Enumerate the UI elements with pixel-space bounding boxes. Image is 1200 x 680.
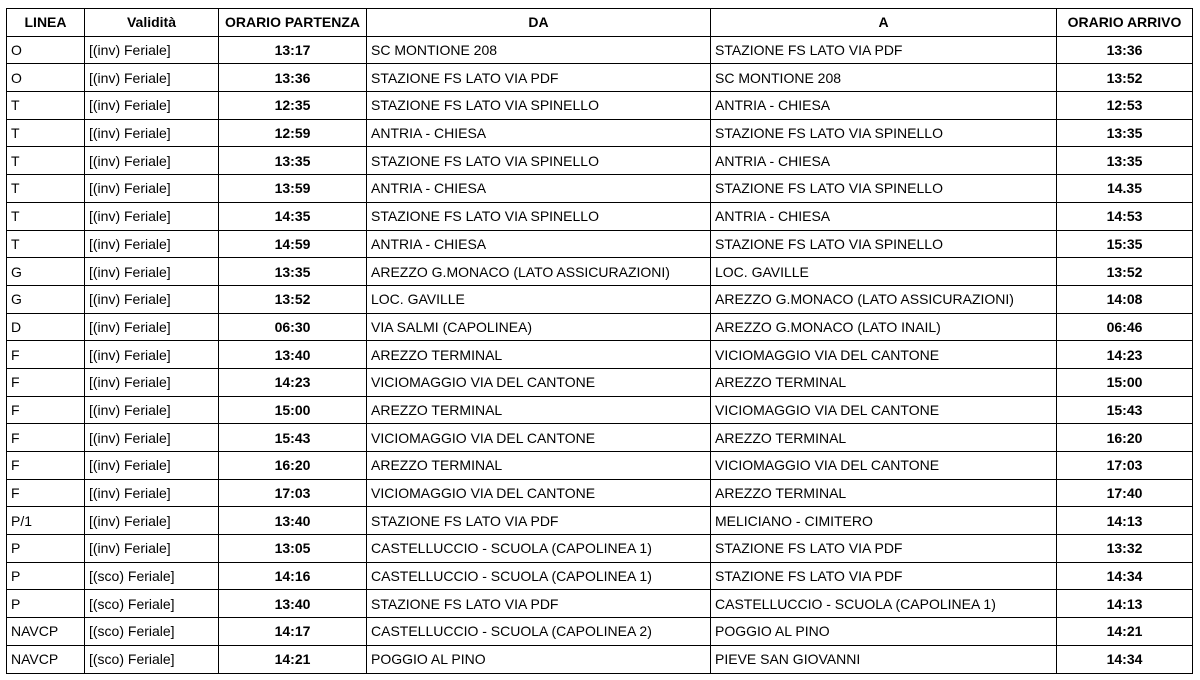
a-cell: ANTRIA - CHIESA (711, 202, 1057, 230)
orario-partenza-cell: 13:52 (219, 285, 367, 313)
table-row (7, 175, 1193, 203)
orario-arrivo-cell: 14:23 (1057, 341, 1193, 369)
a-cell: STAZIONE FS LATO VIA SPINELLO (711, 230, 1057, 258)
a-cell: STAZIONE FS LATO VIA SPINELLO (711, 119, 1057, 147)
validita-cell: [(sco) Feriale] (85, 590, 219, 618)
validita-cell: [(sco) Feriale] (85, 645, 219, 673)
a-cell: MELICIANO - CIMITERO (711, 507, 1057, 535)
da-cell: STAZIONE FS LATO VIA PDF (367, 590, 711, 618)
a-cell: STAZIONE FS LATO VIA PDF (711, 535, 1057, 563)
orario-arrivo-cell: 14.35 (1057, 175, 1193, 203)
a-cell: AREZZO G.MONACO (LATO ASSICURAZIONI) (711, 285, 1057, 313)
orario-arrivo-cell: 13:52 (1057, 64, 1193, 92)
validita-cell: [(inv) Feriale] (85, 202, 219, 230)
table-row (7, 64, 1193, 92)
schedule-container (6, 8, 1193, 674)
linea-cell: F (7, 396, 85, 424)
validita-cell: [(inv) Feriale] (85, 285, 219, 313)
table-header (7, 9, 1193, 37)
header-row (7, 9, 1193, 37)
header-da: DA (367, 9, 711, 37)
a-cell: VICIOMAGGIO VIA DEL CANTONE (711, 396, 1057, 424)
a-cell: AREZZO TERMINAL (711, 424, 1057, 452)
table-row (7, 645, 1193, 673)
validita-cell: [(sco) Feriale] (85, 618, 219, 646)
table-row (7, 590, 1193, 618)
schedule-table (6, 8, 1193, 674)
validita-cell: [(inv) Feriale] (85, 36, 219, 64)
linea-cell: F (7, 341, 85, 369)
orario-partenza-cell: 14:17 (219, 618, 367, 646)
table-row (7, 562, 1193, 590)
da-cell: CASTELLUCCIO - SCUOLA (CAPOLINEA 1) (367, 562, 711, 590)
validita-cell: [(inv) Feriale] (85, 479, 219, 507)
table-row (7, 119, 1193, 147)
a-cell: AREZZO TERMINAL (711, 479, 1057, 507)
validita-cell: [(inv) Feriale] (85, 92, 219, 120)
orario-partenza-cell: 17:03 (219, 479, 367, 507)
a-cell: STAZIONE FS LATO VIA PDF (711, 562, 1057, 590)
table-row (7, 452, 1193, 480)
a-cell: CASTELLUCCIO - SCUOLA (CAPOLINEA 1) (711, 590, 1057, 618)
orario-arrivo-cell: 14:13 (1057, 590, 1193, 618)
linea-cell: D (7, 313, 85, 341)
orario-partenza-cell: 15:43 (219, 424, 367, 452)
orario-arrivo-cell: 13:52 (1057, 258, 1193, 286)
orario-arrivo-cell: 14:34 (1057, 645, 1193, 673)
da-cell: ANTRIA - CHIESA (367, 119, 711, 147)
table-row (7, 258, 1193, 286)
orario-partenza-cell: 14:23 (219, 368, 367, 396)
a-cell: STAZIONE FS LATO VIA PDF (711, 36, 1057, 64)
validita-cell: [(inv) Feriale] (85, 424, 219, 452)
linea-cell: F (7, 479, 85, 507)
table-row (7, 285, 1193, 313)
validita-cell: [(inv) Feriale] (85, 64, 219, 92)
orario-arrivo-cell: 15:35 (1057, 230, 1193, 258)
orario-arrivo-cell: 14:13 (1057, 507, 1193, 535)
da-cell: STAZIONE FS LATO VIA SPINELLO (367, 147, 711, 175)
linea-cell: P (7, 562, 85, 590)
table-row (7, 618, 1193, 646)
a-cell: AREZZO G.MONACO (LATO INAIL) (711, 313, 1057, 341)
linea-cell: G (7, 258, 85, 286)
table-body (7, 36, 1193, 673)
validita-cell: [(inv) Feriale] (85, 119, 219, 147)
a-cell: AREZZO TERMINAL (711, 368, 1057, 396)
validita-cell: [(inv) Feriale] (85, 230, 219, 258)
validita-cell: [(inv) Feriale] (85, 535, 219, 563)
orario-arrivo-cell: 14:53 (1057, 202, 1193, 230)
orario-partenza-cell: 13:35 (219, 147, 367, 175)
da-cell: STAZIONE FS LATO VIA PDF (367, 507, 711, 535)
orario-arrivo-cell: 13:36 (1057, 36, 1193, 64)
da-cell: POGGIO AL PINO (367, 645, 711, 673)
table-row (7, 202, 1193, 230)
table-row (7, 147, 1193, 175)
table-row (7, 396, 1193, 424)
da-cell: VIA SALMI (CAPOLINEA) (367, 313, 711, 341)
linea-cell: O (7, 36, 85, 64)
validita-cell: [(inv) Feriale] (85, 258, 219, 286)
table-row (7, 92, 1193, 120)
orario-arrivo-cell: 13:35 (1057, 119, 1193, 147)
linea-cell: P (7, 590, 85, 618)
da-cell: AREZZO TERMINAL (367, 341, 711, 369)
linea-cell: F (7, 452, 85, 480)
da-cell: STAZIONE FS LATO VIA SPINELLO (367, 202, 711, 230)
da-cell: LOC. GAVILLE (367, 285, 711, 313)
da-cell: ANTRIA - CHIESA (367, 230, 711, 258)
da-cell: STAZIONE FS LATO VIA PDF (367, 64, 711, 92)
linea-cell: F (7, 424, 85, 452)
orario-partenza-cell: 14:21 (219, 645, 367, 673)
orario-partenza-cell: 16:20 (219, 452, 367, 480)
table-row (7, 479, 1193, 507)
da-cell: VICIOMAGGIO VIA DEL CANTONE (367, 368, 711, 396)
header-orario-arrivo: ORARIO ARRIVO (1057, 9, 1193, 37)
orario-partenza-cell: 13:35 (219, 258, 367, 286)
header-a: A (711, 9, 1057, 37)
orario-partenza-cell: 13:40 (219, 341, 367, 369)
orario-partenza-cell: 12:59 (219, 119, 367, 147)
validita-cell: [(inv) Feriale] (85, 368, 219, 396)
table-row (7, 341, 1193, 369)
da-cell: AREZZO TERMINAL (367, 396, 711, 424)
linea-cell: NAVCP (7, 618, 85, 646)
table-row (7, 424, 1193, 452)
da-cell: VICIOMAGGIO VIA DEL CANTONE (367, 479, 711, 507)
linea-cell: P (7, 535, 85, 563)
orario-arrivo-cell: 12:53 (1057, 92, 1193, 120)
a-cell: VICIOMAGGIO VIA DEL CANTONE (711, 452, 1057, 480)
orario-arrivo-cell: 15:00 (1057, 368, 1193, 396)
orario-arrivo-cell: 17:40 (1057, 479, 1193, 507)
linea-cell: F (7, 368, 85, 396)
orario-partenza-cell: 13:36 (219, 64, 367, 92)
orario-partenza-cell: 13:59 (219, 175, 367, 203)
orario-arrivo-cell: 15:43 (1057, 396, 1193, 424)
linea-cell: T (7, 175, 85, 203)
validita-cell: [(inv) Feriale] (85, 507, 219, 535)
da-cell: AREZZO G.MONACO (LATO ASSICURAZIONI) (367, 258, 711, 286)
orario-arrivo-cell: 14:08 (1057, 285, 1193, 313)
table-row (7, 535, 1193, 563)
da-cell: VICIOMAGGIO VIA DEL CANTONE (367, 424, 711, 452)
header-linea: LINEA (7, 9, 85, 37)
linea-cell: T (7, 119, 85, 147)
table-row (7, 36, 1193, 64)
validita-cell: [(inv) Feriale] (85, 341, 219, 369)
linea-cell: O (7, 64, 85, 92)
validita-cell: [(inv) Feriale] (85, 147, 219, 175)
orario-arrivo-cell: 16:20 (1057, 424, 1193, 452)
orario-partenza-cell: 14:16 (219, 562, 367, 590)
orario-partenza-cell: 15:00 (219, 396, 367, 424)
validita-cell: [(inv) Feriale] (85, 452, 219, 480)
orario-partenza-cell: 13:40 (219, 507, 367, 535)
da-cell: CASTELLUCCIO - SCUOLA (CAPOLINEA 1) (367, 535, 711, 563)
da-cell: STAZIONE FS LATO VIA SPINELLO (367, 92, 711, 120)
table-row (7, 507, 1193, 535)
linea-cell: G (7, 285, 85, 313)
orario-partenza-cell: 13:05 (219, 535, 367, 563)
a-cell: ANTRIA - CHIESA (711, 147, 1057, 175)
table-row (7, 313, 1193, 341)
a-cell: POGGIO AL PINO (711, 618, 1057, 646)
orario-arrivo-cell: 17:03 (1057, 452, 1193, 480)
table-row (7, 368, 1193, 396)
orario-partenza-cell: 14:59 (219, 230, 367, 258)
da-cell: AREZZO TERMINAL (367, 452, 711, 480)
linea-cell: T (7, 202, 85, 230)
orario-arrivo-cell: 14:34 (1057, 562, 1193, 590)
orario-partenza-cell: 14:35 (219, 202, 367, 230)
orario-arrivo-cell: 14:21 (1057, 618, 1193, 646)
linea-cell: T (7, 92, 85, 120)
a-cell: PIEVE SAN GIOVANNI (711, 645, 1057, 673)
a-cell: LOC. GAVILLE (711, 258, 1057, 286)
linea-cell: T (7, 230, 85, 258)
validita-cell: [(inv) Feriale] (85, 313, 219, 341)
orario-partenza-cell: 13:17 (219, 36, 367, 64)
table-row (7, 230, 1193, 258)
linea-cell: NAVCP (7, 645, 85, 673)
validita-cell: [(sco) Feriale] (85, 562, 219, 590)
orario-partenza-cell: 06:30 (219, 313, 367, 341)
header-validita: Validità (85, 9, 219, 37)
da-cell: SC MONTIONE 208 (367, 36, 711, 64)
linea-cell: T (7, 147, 85, 175)
validita-cell: [(inv) Feriale] (85, 175, 219, 203)
orario-partenza-cell: 12:35 (219, 92, 367, 120)
header-orario-partenza: ORARIO PARTENZA (219, 9, 367, 37)
validita-cell: [(inv) Feriale] (85, 396, 219, 424)
a-cell: ANTRIA - CHIESA (711, 92, 1057, 120)
orario-arrivo-cell: 06:46 (1057, 313, 1193, 341)
a-cell: STAZIONE FS LATO VIA SPINELLO (711, 175, 1057, 203)
orario-arrivo-cell: 13:32 (1057, 535, 1193, 563)
orario-arrivo-cell: 13:35 (1057, 147, 1193, 175)
linea-cell: P/1 (7, 507, 85, 535)
a-cell: SC MONTIONE 208 (711, 64, 1057, 92)
a-cell: VICIOMAGGIO VIA DEL CANTONE (711, 341, 1057, 369)
da-cell: CASTELLUCCIO - SCUOLA (CAPOLINEA 2) (367, 618, 711, 646)
orario-partenza-cell: 13:40 (219, 590, 367, 618)
da-cell: ANTRIA - CHIESA (367, 175, 711, 203)
